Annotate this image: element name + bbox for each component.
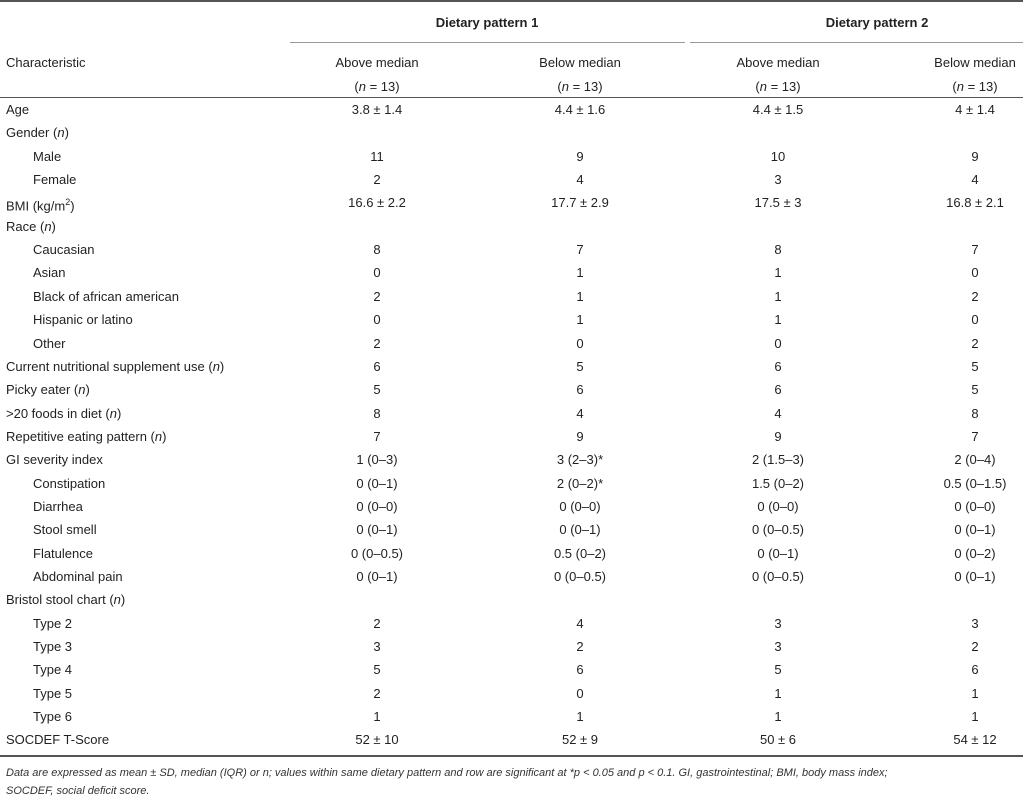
row-value-col-2: 0 (0–1) [559, 522, 601, 538]
row-value-col-3: 2 (1.5–3) [751, 452, 805, 468]
table-row [0, 728, 1023, 751]
row-value-col-2: 1 [576, 288, 584, 304]
row-value-col-1: 0 (0–1) [356, 522, 398, 538]
row-value-col-2: 0 (0–0) [559, 498, 601, 514]
row-value-col-3 [688, 215, 868, 238]
row-label: Stool smell [33, 522, 97, 538]
row-label: Type 3 [33, 639, 73, 655]
row-value-col-4 [885, 215, 1023, 238]
row-value-col-2: 9 [576, 148, 584, 164]
row-label: Other [33, 335, 66, 351]
table-row [0, 402, 1023, 425]
col-n-4: (n = 13) [952, 79, 998, 94]
table-row [0, 308, 1023, 331]
row-value-col-2: 1 [576, 709, 584, 725]
table-row [0, 378, 1023, 401]
table-row [0, 98, 1023, 121]
table-row [0, 355, 1023, 378]
row-value-col-3 [688, 588, 868, 611]
table-row [0, 238, 1023, 261]
row-value-col-1 [287, 215, 467, 238]
row-label: Repetitive eating pattern (n) [6, 428, 167, 444]
table-row [0, 472, 1023, 495]
table-row [0, 612, 1023, 635]
table-row [0, 682, 1023, 705]
row-value-col-1: 8 [373, 242, 381, 258]
row-value-col-4: 2 [971, 335, 979, 351]
row-value-col-2: 0 [576, 685, 584, 701]
table-row [0, 635, 1023, 658]
row-value-col-2: 2 (0–2)* [556, 475, 604, 491]
row-value-col-2: 0 [576, 335, 584, 351]
row-value-col-4: 0 (0–0) [954, 498, 996, 514]
group-rule-1 [290, 42, 685, 43]
row-value-col-1: 2 [373, 685, 381, 701]
row-label: SOCDEF T-Score [6, 732, 110, 748]
row-value-col-1: 16.6 ± 2.2 [348, 195, 406, 211]
table-row [0, 658, 1023, 681]
row-value-col-2: 52 ± 9 [561, 732, 599, 748]
row-value-col-2: 17.7 ± 2.9 [551, 195, 609, 211]
row-value-col-3: 6 [774, 382, 782, 398]
row-value-col-3: 17.5 ± 3 [754, 195, 802, 211]
row-value-col-4: 0 [971, 265, 979, 281]
row-value-col-3: 3 [774, 639, 782, 655]
row-value-col-3: 3 [774, 615, 782, 631]
bottom-rule [0, 755, 1023, 757]
row-value-col-3: 1 [774, 312, 782, 328]
row-value-col-2: 7 [576, 242, 584, 258]
row-value-col-3: 0 (0–0.5) [751, 522, 805, 538]
col-n-1: (n = 13) [354, 79, 400, 94]
col-header-4: Below median [934, 55, 1016, 70]
row-label: Type 6 [33, 709, 73, 725]
row-value-col-4: 8 [971, 405, 979, 421]
row-label: >20 foods in diet (n) [6, 405, 122, 421]
row-value-col-1: 11 [370, 148, 384, 164]
row-value-col-4: 6 [971, 662, 979, 678]
row-value-col-1: 5 [373, 382, 381, 398]
row-value-col-1: 5 [373, 662, 381, 678]
row-value-col-1: 2 [373, 335, 381, 351]
row-value-col-4 [885, 121, 1023, 144]
col-header-1: Above median [335, 55, 419, 70]
row-value-col-4: 1 [971, 709, 979, 725]
row-label: Race (n) [6, 218, 56, 234]
row-label: Current nutritional supplement use (n) [6, 358, 225, 374]
group-header-dietary-pattern-2: Dietary pattern 2 [825, 15, 929, 30]
row-value-col-3: 1 [774, 685, 782, 701]
table-row [0, 425, 1023, 448]
column-header-row [0, 51, 1023, 74]
row-value-col-2: 6 [576, 382, 584, 398]
row-label: Female [33, 172, 77, 188]
row-value-col-1: 7 [373, 428, 381, 444]
row-label: GI severity index [6, 452, 103, 468]
row-value-col-2: 1 [576, 312, 584, 328]
row-value-col-4: 7 [971, 242, 979, 258]
row-value-col-4: 7 [971, 428, 979, 444]
table-row [0, 588, 1023, 611]
row-value-col-4: 0 (0–2) [954, 545, 996, 561]
col-n-2: (n = 13) [557, 79, 603, 94]
row-value-col-4: 2 (0–4) [954, 452, 996, 468]
table-footnote [6, 764, 1016, 800]
row-value-col-1: 3.8 ± 1.4 [351, 102, 403, 117]
row-value-col-3: 10 [770, 148, 786, 164]
table-row [0, 215, 1023, 238]
row-value-col-4: 4 ± 1.4 [955, 102, 995, 117]
row-value-col-3: 5 [774, 662, 782, 678]
row-value-col-1: 0 (0–1) [356, 569, 398, 584]
row-value-col-3: 0 (0–0.5) [751, 569, 805, 584]
row-value-col-3: 1 [774, 265, 782, 281]
row-value-col-1: 8 [373, 405, 381, 421]
row-label: Male [33, 148, 62, 164]
row-value-col-2: 4.4 ± 1.6 [554, 102, 606, 117]
row-value-col-4 [885, 588, 1023, 611]
row-value-col-2: 5 [576, 358, 584, 374]
row-value-col-2 [490, 121, 670, 144]
row-value-col-2 [490, 588, 670, 611]
table-row [0, 191, 1023, 214]
characteristic-header: Characteristic [6, 55, 86, 70]
row-value-col-2: 4 [576, 172, 584, 188]
row-value-col-4: 2 [971, 639, 979, 655]
row-value-col-4: 1 [971, 685, 979, 701]
row-label: Black of african american [33, 288, 179, 304]
row-value-col-4: 4 [971, 172, 979, 188]
row-value-col-3: 1 [774, 709, 782, 725]
row-value-col-1: 2 [373, 172, 381, 188]
row-value-col-4: 0 (0–1) [954, 569, 996, 584]
table-row [0, 705, 1023, 728]
row-value-col-4: 0 [971, 312, 979, 328]
row-value-col-4: 54 ± 12 [953, 732, 997, 748]
table-row [0, 121, 1023, 144]
row-value-col-1: 0 (0–1) [356, 475, 398, 491]
row-value-col-1: 0 (0–0.5) [350, 545, 404, 561]
table-row [0, 285, 1023, 308]
row-label: Abdominal pain [33, 569, 123, 584]
row-value-col-1: 0 [373, 312, 381, 328]
row-value-col-3: 4 [774, 405, 782, 421]
row-label: Asian [33, 265, 66, 281]
row-value-col-1: 1 [373, 709, 381, 725]
row-value-col-2: 0 (0–0.5) [553, 569, 607, 584]
row-value-col-4: 2 [971, 288, 979, 304]
row-value-col-1: 0 [373, 265, 381, 281]
row-value-col-1: 6 [373, 358, 381, 374]
row-value-col-1: 0 (0–0) [356, 498, 398, 514]
row-value-col-1: 1 (0–3) [356, 452, 398, 468]
row-value-col-4: 0.5 (0–1.5) [943, 475, 1007, 491]
row-value-col-3: 1.5 (0–2) [751, 475, 805, 491]
row-value-col-4: 3 [971, 615, 979, 631]
row-label: Gender (n) [6, 125, 69, 141]
table-row [0, 168, 1023, 191]
row-value-col-1 [287, 588, 467, 611]
table-row [0, 565, 1023, 588]
group-rule-2 [690, 42, 1023, 43]
table-row [0, 261, 1023, 284]
row-value-col-3: 50 ± 6 [759, 732, 797, 748]
row-value-col-1: 2 [373, 615, 381, 631]
row-value-col-4: 9 [971, 148, 979, 164]
col-header-3: Above median [736, 55, 820, 70]
col-header-2: Below median [539, 55, 621, 70]
column-n-row [0, 75, 1023, 98]
row-value-col-2: 6 [576, 662, 584, 678]
row-value-col-4: 5 [971, 382, 979, 398]
row-value-col-2: 9 [576, 428, 584, 444]
table-row [0, 448, 1023, 471]
top-rule [0, 0, 1023, 2]
row-value-col-3: 6 [774, 358, 782, 374]
row-value-col-4: 0 (0–1) [954, 522, 996, 538]
row-value-col-3: 0 [774, 335, 782, 351]
row-value-col-2 [490, 215, 670, 238]
row-value-col-3: 0 (0–0) [757, 498, 799, 514]
row-label: Bristol stool chart (n) [6, 592, 126, 608]
row-value-col-1: 2 [373, 288, 381, 304]
row-value-col-1: 52 ± 10 [355, 732, 399, 748]
table-row [0, 542, 1023, 565]
row-label: Type 4 [33, 662, 73, 678]
footnote-line-1: Data are expressed as mean ± SD, median (IQR) or n; values within same dietary pattern and row are significant at *p < 0.05 and p < 0.1. GI, gastrointestinal; BMI, body mass index; [6, 767, 888, 779]
row-value-col-2: 2 [576, 639, 584, 655]
row-label: Hispanic or latino [33, 312, 133, 328]
row-value-col-3: 8 [774, 242, 782, 258]
row-label: Type 2 [33, 615, 73, 631]
row-value-col-2: 0.5 (0–2) [553, 545, 607, 561]
row-value-col-1 [287, 121, 467, 144]
col-n-3: (n = 13) [755, 79, 801, 94]
row-value-col-2: 3 (2–3)* [556, 452, 604, 468]
row-value-col-3: 1 [774, 288, 782, 304]
row-value-col-2: 4 [576, 405, 584, 421]
table-row [0, 495, 1023, 518]
row-value-col-1: 3 [373, 639, 381, 655]
row-value-col-4: 16.8 ± 2.1 [946, 195, 1004, 211]
row-value-col-3 [688, 121, 868, 144]
row-value-col-3: 9 [774, 428, 782, 444]
row-value-col-4: 5 [971, 358, 979, 374]
row-label: Diarrhea [33, 498, 83, 514]
row-label: Picky eater (n) [6, 382, 90, 398]
footnote-line-2: SOCDEF, social deficit score. [6, 785, 150, 797]
table-row [0, 332, 1023, 355]
group-header-dietary-pattern-1: Dietary pattern 1 [435, 15, 539, 30]
row-label: Age [6, 102, 30, 117]
row-value-col-3: 3 [774, 172, 782, 188]
row-label: Constipation [33, 475, 106, 491]
row-label: Type 5 [33, 685, 73, 701]
row-value-col-3: 4.4 ± 1.5 [752, 102, 804, 117]
row-label: Flatulence [33, 545, 93, 561]
row-value-col-3: 0 (0–1) [757, 545, 799, 561]
table-row [0, 145, 1023, 168]
table-row [0, 518, 1023, 541]
row-value-col-2: 1 [576, 265, 584, 281]
row-label: BMI $(kg/m^2)$ [6, 197, 75, 214]
row-value-col-2: 4 [576, 615, 584, 631]
row-label: Caucasian [33, 242, 95, 258]
